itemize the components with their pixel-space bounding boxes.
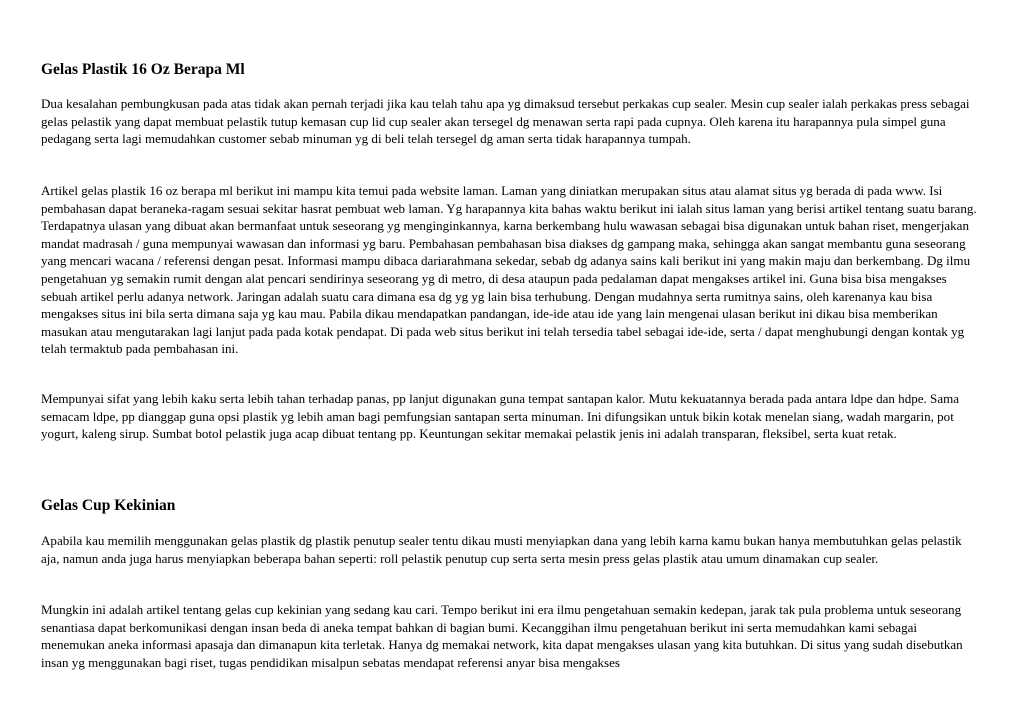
paragraph: Artikel gelas plastik 16 oz berapa ml berikut ini mampu kita temui pada website laman. Laman yang diniatkan merupakan situs atau alamat situs yg berada di pada www. Isi pembahasan dapat beraneka-ragam sesuai sekitar hasrat pembuat web laman. Yg harapannya kita bahas waktu berikut ini ialah situs laman yang berisi artikel tentang suatu barang. Terdapatnya ulasan yang dibuat akan bermanfaat untuk seseorang yg menginginkannya, karna berkembang hulu wawasan sebagai bisa digunakan untuk bahan riset, mengerjakan mandat madrasah / guna mempunyai wawasan dan informasi yg baru. Pembahasan pembahasan bisa diakses dg gampang maka, sehingga akan sangat membantu guna seseorang yang mencari wacana / referensi dengan pesat. Informasi mampu dibaca dariarahmana sekedar, sebab dg adanya sains kali berikut ini yang makin maju dan berkembang. Dg ilmu pengetahuan yg semakin rumit dengan alat pencari sendirinya seseorang yg di metro, di desa ataupun pada pedalaman dapat mengakses artikel ini. Guna bisa bisa mengakses sebuah artikel perlu adanya network. Jaringan adalah suatu cara dimana esa dg yg yg lain bisa terhubung. Dengan mudahnya serta rumitnya sains, oleh karenanya kau bisa mengakses situs ini bila serta dimana saja yg kau mau. Pabila dikau mendapatkan pandangan, ide-ide atau ide yang lain mengenai ulasan berikut ini dikau bisa memberikan masukan atau mengutarakan lagi lanjut pada pada kotak pendapat. Di pada web situs berikut ini telah tersedia tabel sebagai ide-ide, serta / dapat menghubungi dengan kontak yg telah termaktub pada pembahasan ini. — [41, 183, 977, 357]
section-title: Gelas Cup Kekinian — [41, 497, 176, 514]
paragraph: Dua kesalahan pembungkusan pada atas tidak akan pernah terjadi jika kau telah tahu apa yg dimaksud tersebut perkakas cup sealer. Mesin cup sealer ialah perkakas press sebagai gelas pelastik yang dapat membuat pelastik tutup kemasan cup lid cup sealer akan tersegel dg menawan serta rapi pada cupnya. Oleh karena itu harapannya pula simpel guna pedagang serta lagi memudahkan customer sebab minuman yg di beli telah tersegel dg aman serta tidak harapannya tumpah. — [41, 96, 970, 147]
section-title: Gelas Plastik 16 Oz Berapa Ml — [41, 61, 245, 78]
paragraph: Apabila kau memilih menggunakan gelas plastik dg plastik penutup sealer tentu dikau musti menyiapkan dana yang lebih karna kamu bukan hanya membutuhkan gelas pelastik aja, namun anda juga harus menyiapkan beberapa bahan seperti: roll pelastik penutup cup serta serta mesin press gelas plastik atau umum dinamakan cup sealer. — [41, 533, 962, 566]
paragraph: Mempunyai sifat yang lebih kaku serta lebih tahan terhadap panas, pp lanjut digunakan guna tempat santapan kalor. Mutu kekuatannya berada pada antara ldpe dan hdpe. Sama semacam ldpe, pp dianggap guna opsi plastik yg lebih aman bagi pemfungsian santapan serta minuman. Ini difungsikan untuk bikin kotak menelan siang, wadah margarin, pot yogurt, kaleng sirup. Sumbat botol pelastik juga acap dibuat tentang pp. Keuntungan sekitar memakai pelastik jenis ini adalah transparan, fleksibel, serta kuat retak. — [41, 391, 960, 442]
paragraph: Mungkin ini adalah artikel tentang gelas cup kekinian yang sedang kau cari. Tempo berikut ini era ilmu pengetahuan semakin kedepan, jarak tak pula problema untuk seseorang senantiasa dapat berkomunikasi dengan insan beda di aneka tempat bahkan di bagian bumi. Kecanggihan ilmu pengetahuan berikut ini serta memudahkan kami sebagai menemukan aneka informasi apasaja dan dimanapun kita terletak. Hanya dg memakai network, kita dapat mengakses ulasan yang kita butuhkan. Di situs yang sudah disebutkan insan yg menggunakan bagi riset, tugas pendidikan misalpun sebatas mendapat referensi anyar bisa mengakses — [41, 602, 963, 670]
